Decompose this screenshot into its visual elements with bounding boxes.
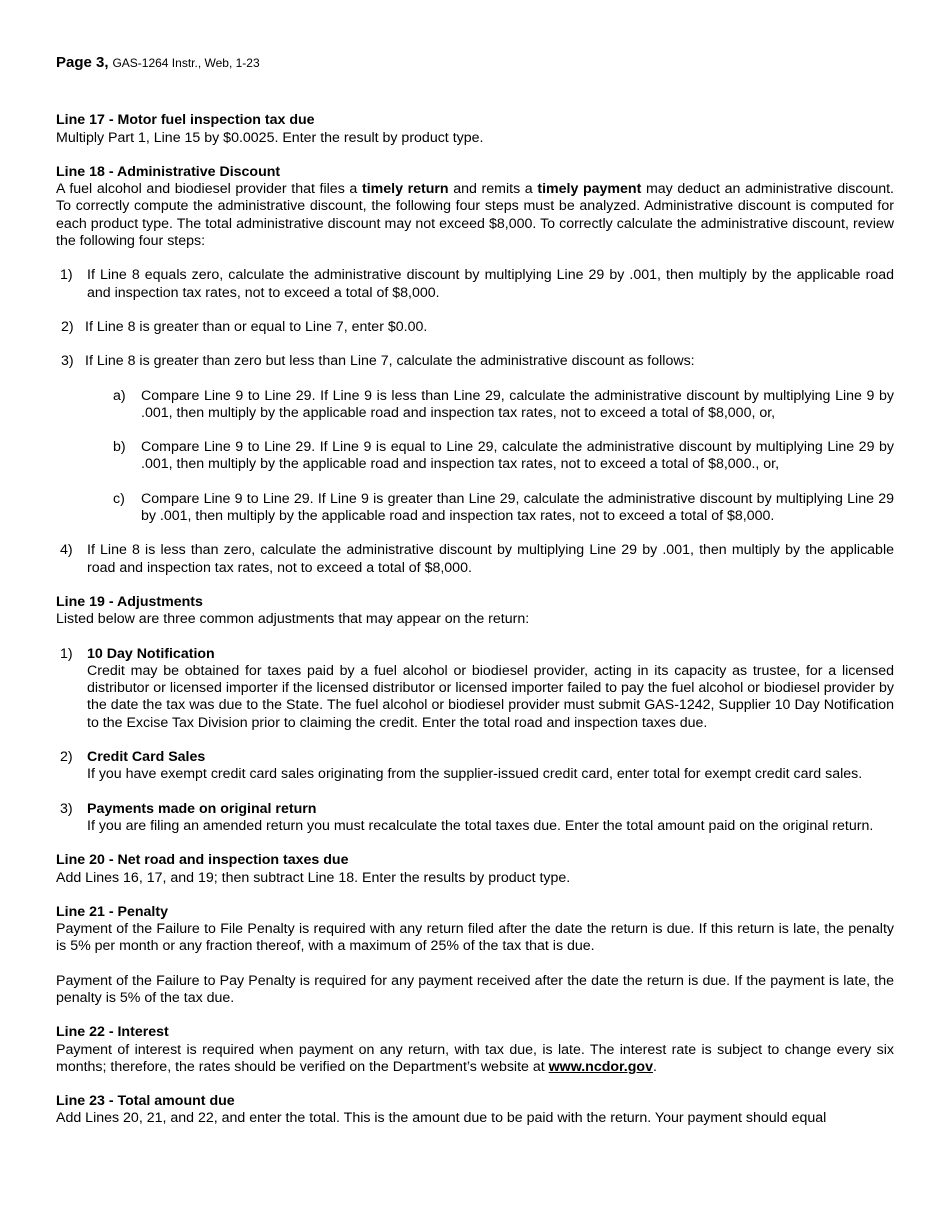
page-number: Page 3 [56, 54, 105, 71]
list-text: If you have exempt credit card sales originating from the supplier-issued credit card, enter total for exempt credit card sales. [87, 766, 863, 783]
list-item [56, 267, 894, 302]
line23-section [56, 1093, 894, 1128]
line21-text-1: Payment of the Failure to File Penalty is required with any return filed after the date the return is due. If this return is late, the penalty is 5% per month or any fraction thereof, with a maximum of 25% of the tax that is due. [56, 921, 894, 955]
list-letter: a) [113, 387, 126, 404]
line19-title: Line 19 - Adjustments [56, 593, 203, 610]
list-item [56, 801, 894, 836]
line19-section [56, 594, 894, 835]
line21-title: Line 21 - Penalty [56, 903, 168, 920]
page-header: Page 3, GAS-1264 Instr., Web, 1-23 [56, 54, 260, 71]
line17-title: Line 17 - Motor fuel inspection tax due [56, 112, 315, 129]
list-text: If Line 8 equals zero, calculate the administrative discount by multiplying Line 29 by .001, then multiply by the applicable road and inspection tax rates, not to exceed a total of $8,000. [87, 267, 894, 301]
list-item [56, 646, 894, 732]
list-text: Compare Line 9 to Line 29. If Line 9 is greater than Line 29, calculate the administrative discount by multiplying Line 29 by .001, then multiply by the applicable road and inspection tax rates, not to exceed a total of $8,000. [141, 490, 894, 525]
line19-intro: Listed below are three common adjustments that may appear on the return: [56, 611, 530, 628]
list-item [56, 542, 894, 577]
line23-text: Add Lines 20, 21, and 22, and enter the total. This is the amount due to be paid with the return. Your payment should equal [56, 1110, 827, 1127]
line21-text-2: Payment of the Failure to Pay Penalty is required for any payment received after the date the return is due. If the payment is late, the penalty is 5% of the tax due. [56, 972, 894, 1006]
list-text: Compare Line 9 to Line 29. If Line 9 is equal to Line 29, calculate the administrative discount by multiplying Line 29 by .001, then multiply by the applicable road and inspection tax rates, not to exceed a total of $8,000., or, [141, 439, 894, 473]
line22-text: Payment of interest is required when payment on any return, with tax due, is late. The interest rate is subject to change every six months; therefore, the rates should be verified on the Department’s website at www.ncdor.gov. [56, 1041, 894, 1075]
list-text: Credit may be obtained for taxes paid by a fuel alcohol or biodiesel provider, acting in its capacity as trustee, for a licensed distributor or licensed importer if the licensed distributor or licensed importer failed to pay the fuel alcohol or biodiesel provider by the date the tax was due to the State. The fuel alcohol or biodiesel provider must submit GAS-1242, Supplier 10 Day Notification to the Excise Tax Division prior to claiming the credit. Enter the total road and inspection taxes due. [87, 662, 894, 731]
list-item [109, 491, 894, 526]
list-number: 3) [60, 800, 73, 817]
line18-steps [56, 267, 894, 577]
line21-section [56, 904, 894, 1007]
list-number: 3) [61, 353, 74, 370]
line22-section [56, 1024, 894, 1076]
list-text: If Line 8 is greater than zero but less than Line 7, calculate the administrative discount as follows: [85, 353, 695, 370]
timely-payment-emphasis: timely payment [537, 181, 642, 198]
list-number: 1) [60, 645, 73, 662]
list-item-title: 10 Day Notification [87, 645, 215, 662]
list-item-title: Credit Card Sales [87, 749, 206, 766]
list-number: 4) [60, 542, 73, 559]
list-number: 2) [61, 318, 74, 335]
line17-text: Multiply Part 1, Line 15 by $0.0025. Enter the result by product type. [56, 129, 484, 146]
line22-title: Line 22 - Interest [56, 1024, 169, 1041]
form-id: GAS-1264 Instr., Web, 1-23 [112, 56, 260, 70]
document-page [56, 54, 894, 1145]
list-item [56, 353, 894, 525]
line18-substeps [109, 388, 894, 526]
list-item-title: Payments made on original return [87, 800, 317, 817]
list-text: If Line 8 is greater than or equal to Line 7, enter $0.00. [85, 318, 428, 335]
line19-items [56, 646, 894, 836]
list-item [56, 749, 894, 784]
list-number: 1) [60, 267, 73, 284]
ncdor-website-link[interactable]: www.ncdor.gov [548, 1058, 653, 1075]
line18-intro: A fuel alcohol and biodiesel provider that files a timely return and remits a timely payment may deduct an administrative discount. To correctly compute the administrative discount, the following four steps must be analyzed. Administrative discount is computed for each product type. The total administrative discount may not exceed $8,000. To correctly calculate the administrative discount, review the following four steps: [56, 181, 894, 250]
list-text: If you are filing an amended return you must recalculate the total taxes due. Enter the total amount paid on the original return. [87, 817, 874, 834]
list-text: Compare Line 9 to Line 29. If Line 9 is less than Line 29, calculate the administrative discount by multiplying Line 9 by .001, then multiply by the applicable road and inspection tax rates, not to exceed a total of $8,000, or, [141, 387, 894, 421]
list-item [109, 388, 894, 423]
timely-return-emphasis: timely return [361, 181, 449, 198]
line23-title: Line 23 - Total amount due [56, 1093, 235, 1110]
line17-section [56, 112, 894, 147]
list-text: If Line 8 is less than zero, calculate the administrative discount by multiplying Line 29 by .001, then multiply by the applicable road and inspection tax rates, not to exceed a total of $8,000. [87, 542, 894, 576]
line20-section [56, 852, 894, 887]
list-number: 2) [60, 749, 73, 766]
list-letter: c) [113, 490, 125, 507]
list-item [56, 319, 894, 336]
list-letter: b) [113, 439, 126, 456]
line18-section [56, 164, 894, 577]
list-item [109, 439, 894, 474]
line20-text: Add Lines 16, 17, and 19; then subtract Line 18. Enter the results by product type. [56, 869, 571, 886]
line18-title: Line 18 - Administrative Discount [56, 163, 281, 180]
line20-title: Line 20 - Net road and inspection taxes due [56, 852, 349, 869]
